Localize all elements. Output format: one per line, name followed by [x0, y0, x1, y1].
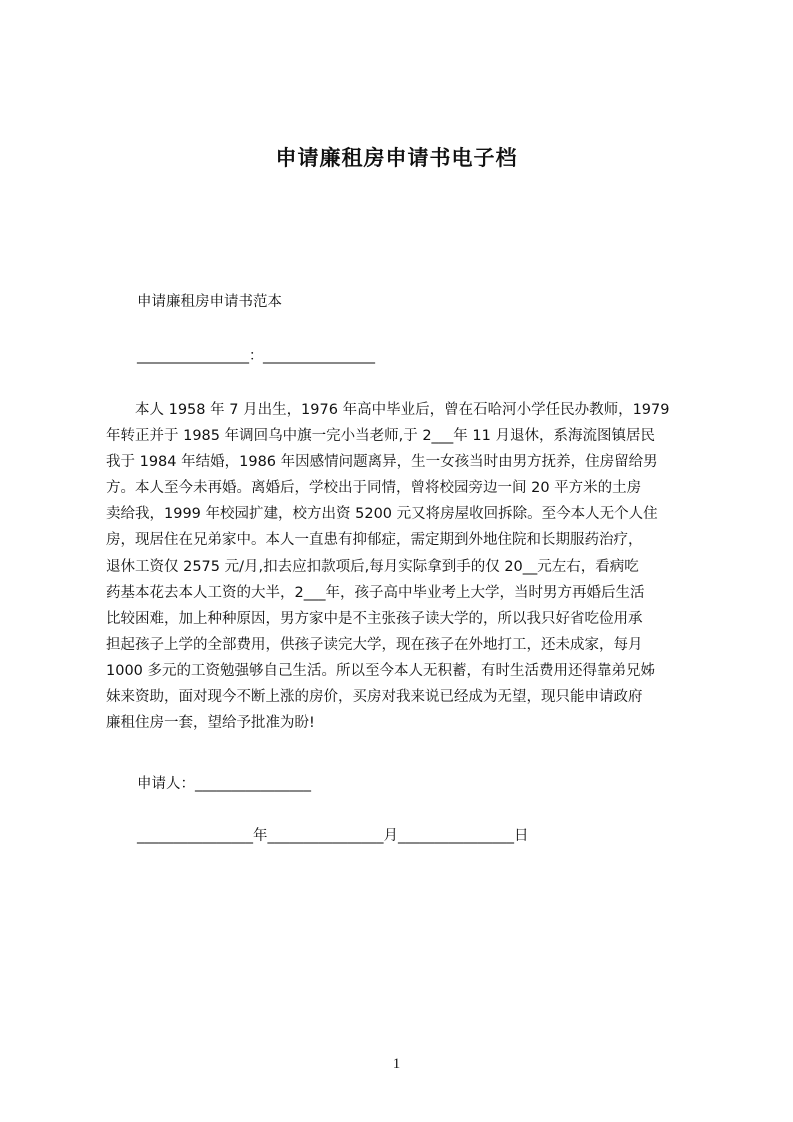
document-title: 申请廉租房申请书电子档 [275, 146, 518, 170]
page-number: 1 [392, 1056, 401, 1072]
body-line: 妹来资助，面对现今不断上涨的房价，买房对我来说已经成为无望，现只能申请政府 [106, 689, 643, 706]
body-line: 方。本人至今未再婚。离婚后，学校出于同情，曾将校园旁边一间 20 平方米的土房 [106, 480, 642, 497]
body-line: 担起孩子上学的全部费用，供孩子读完大学，现在孩子在外地打工，还未成家，每月 [106, 636, 643, 653]
body-line: 药基本花去本人工资的大半，2___年，孩子高中毕业考上大学，当时男方再婚后生活 [106, 584, 645, 601]
salutation-line: ________________：________________ [137, 348, 375, 364]
body-line: 廉租住房一套，望给予批准为盼! [106, 715, 315, 732]
body-line: 本人 1958 年 7 月出生，1976 年高中毕业后，曾在石哈河小学任民办教师，1979 [106, 402, 670, 418]
body-line: 1000 多元的工资勉强够自己生活。所以至今本人无积蓄，有时生活费用还得靠弟兄姊 [106, 662, 656, 679]
body-line: 我于 1984 年结婚，1986 年因感情问题离异，生一女孩当时由男方抚养，住房留给男 [106, 454, 658, 471]
document-subtitle: 申请廉租房申请书范本 [137, 294, 282, 310]
body-line: 退休工资仅 2575 元/月,扣去应扣款项后,每月实际拿到手的仅 20__元左右，看病吃 [106, 558, 639, 575]
body-line: 比较困难，加上种种原因，男方家中是不主张孩子读大学的，所以我只好省吃俭用承 [106, 610, 643, 627]
date-line: ________________年________________月________________日 [137, 828, 529, 844]
body-line: 卖给我，1999 年校园扩建，校方出资 5200 元又将房屋收回拆除。至今本人无个人住 [106, 506, 658, 523]
body-line: 年转正并于 1985 年调回乌中旗一完小当老师,于 2___年 11 月退休，系海流图镇居民 [106, 428, 655, 445]
applicant-signature-line: 申请人：________________ [137, 776, 311, 792]
body-line: 房，现居住在兄弟家中。本人一直患有抑郁症，需定期到外地住院和长期服药治疗， [106, 532, 643, 549]
body-paragraph [106, 397, 697, 736]
